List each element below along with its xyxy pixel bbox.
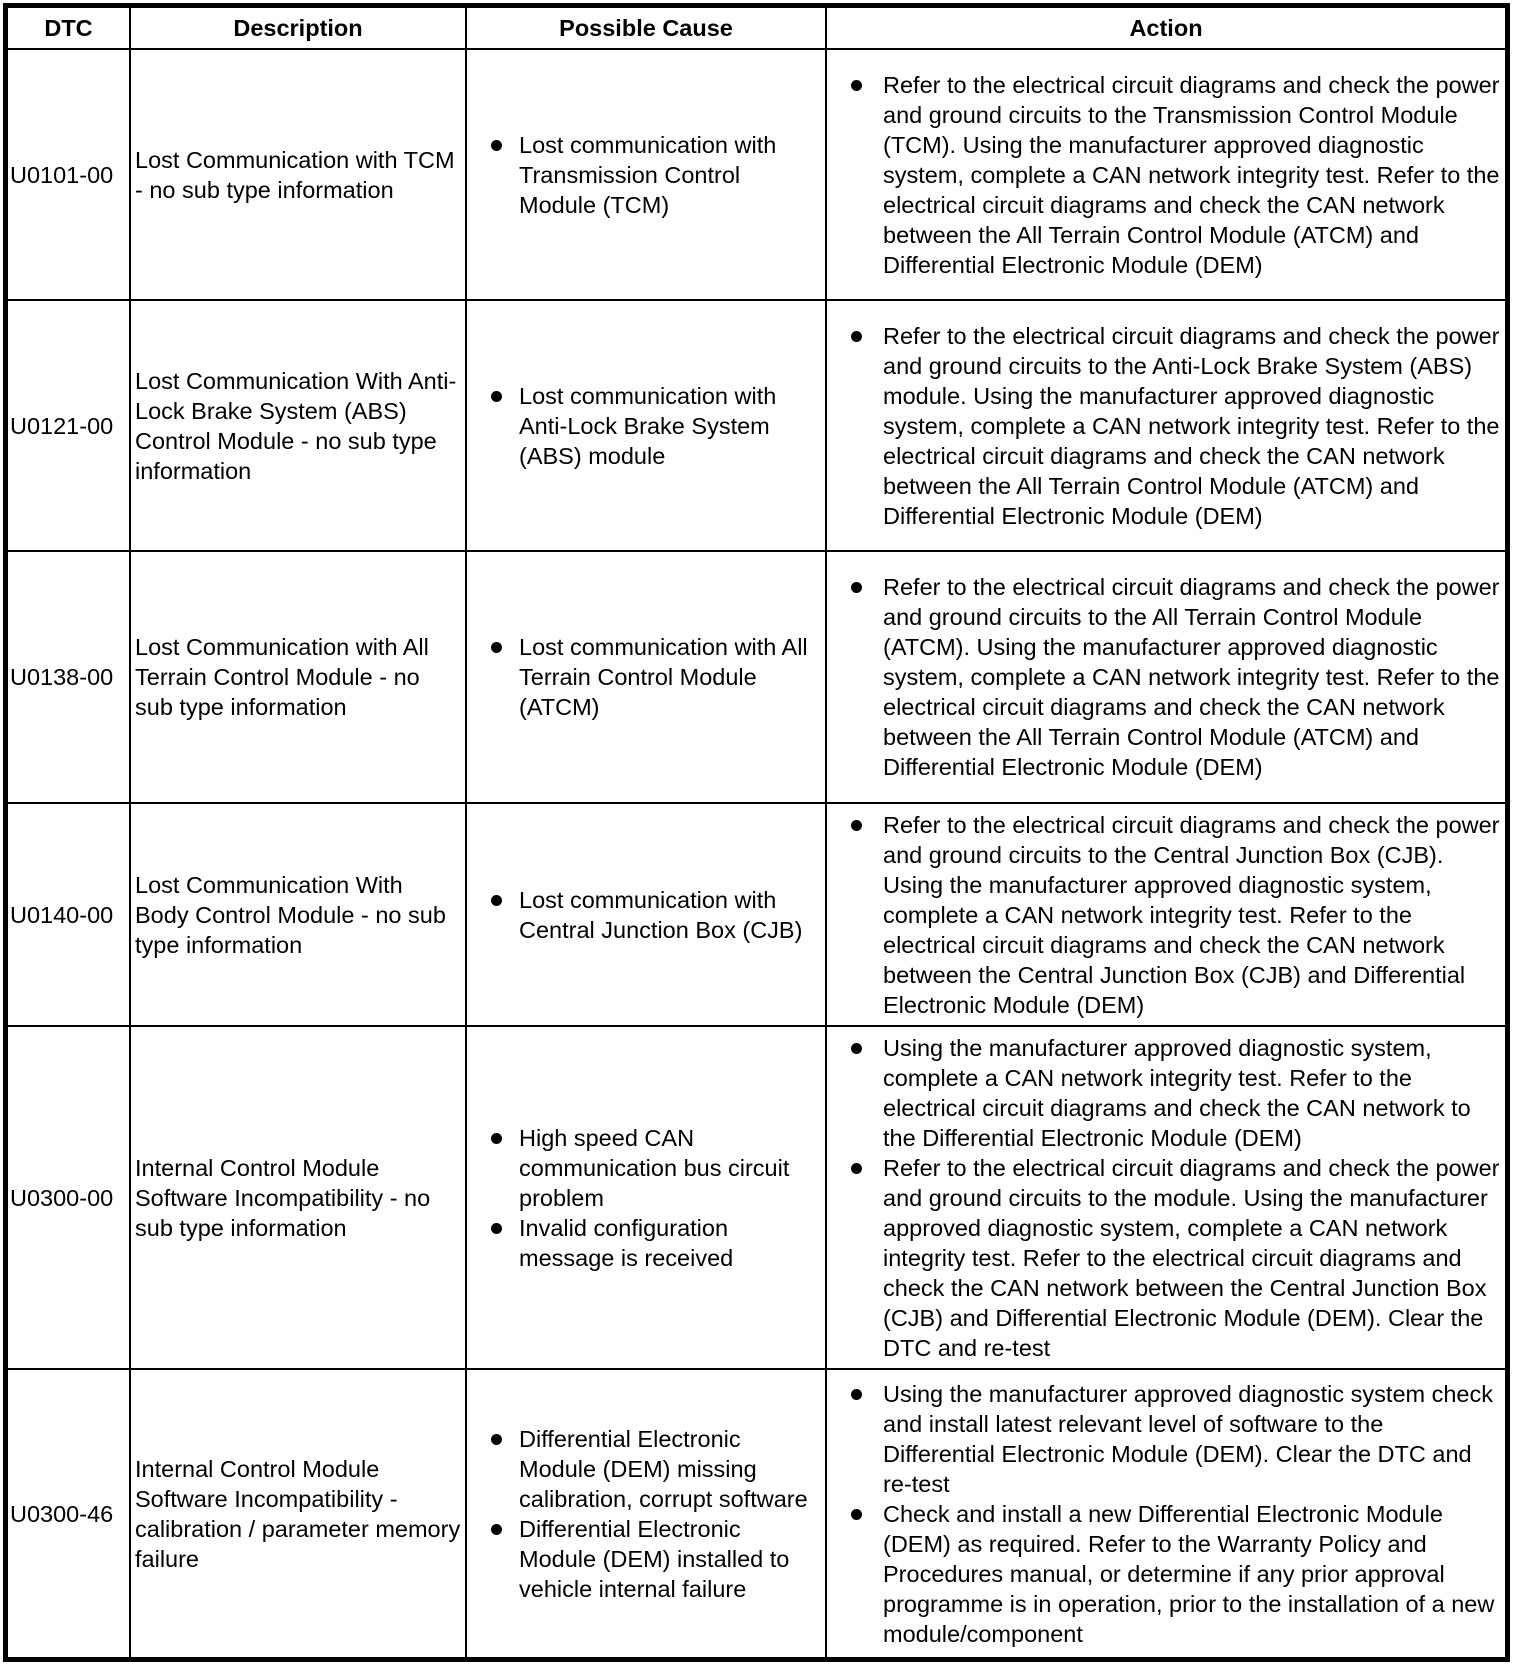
table-row [7,1369,1506,1658]
dtc-code: U0300-46 [7,1369,130,1658]
cause-item: Lost communication with Anti-Lock Brake System (ABS) module [471,381,821,471]
possible-cause [466,803,826,1026]
action-item: Using the manufacturer approved diagnostic system check and install latest relevant level of software to the Differential Electronic Module (DEM). Clear the DTC and re-test [831,1379,1501,1499]
dtc-code: U0101-00 [7,49,130,300]
header-description: Description [130,7,466,49]
possible-cause [466,49,826,300]
action [826,803,1506,1026]
action [826,300,1506,551]
possible-cause [466,1369,826,1658]
cause-item: Differential Electronic Module (DEM) installed to vehicle internal failure [471,1514,821,1604]
table-row [7,1026,1506,1369]
description: Lost Communication With Anti-Lock Brake System (ABS) Control Module - no sub type information [130,300,466,551]
possible-cause [466,300,826,551]
dtc-table [6,6,1507,1659]
table-row [7,49,1506,300]
possible-cause [466,551,826,803]
action [826,1026,1506,1369]
cause-item: Lost communication with All Terrain Control Module (ATCM) [471,632,821,722]
description: Internal Control Module Software Incompatibility - no sub type information [130,1026,466,1369]
action-item: Refer to the electrical circuit diagrams and check the power and ground circuits to the Anti-Lock Brake System (ABS) module. Using the manufacturer approved diagnostic system, complete a CAN network integrity test. Refer to the electrical circuit diagrams and check the CAN network between the All Terrain Control Module (ATCM) and Differential Electronic Module (DEM) [831,321,1501,531]
action-item: Refer to the electrical circuit diagrams and check the power and ground circuits to the Central Junction Box (CJB). Using the manufacturer approved diagnostic system, complete a CAN network integrity test. Refer to the electrical circuit diagrams and check the CAN network between the Central Junction Box (CJB) and Differential Electronic Module (DEM) [831,810,1501,1020]
description: Lost Communication with TCM - no sub type information [130,49,466,300]
action [826,49,1506,300]
action-item: Refer to the electrical circuit diagrams and check the power and ground circuits to the Transmission Control Module (TCM). Using the manufacturer approved diagnostic system, complete a CAN network integrity test. Refer to the electrical circuit diagrams and check the CAN network between the All Terrain Control Module (ATCM) and Differential Electronic Module (DEM) [831,70,1501,280]
possible-cause [466,1026,826,1369]
action-item: Check and install a new Differential Electronic Module (DEM) as required. Refer to the Warranty Policy and Procedures manual, or determine if any prior approval programme is in operation, prior to the installation of a new module/component [831,1499,1501,1649]
cause-item: Lost communication with Transmission Control Module (TCM) [471,130,821,220]
table-row [7,551,1506,803]
cause-item: Differential Electronic Module (DEM) missing calibration, corrupt software [471,1424,821,1514]
dtc-code: U0140-00 [7,803,130,1026]
header-possible-cause: Possible Cause [466,7,826,49]
description: Lost Communication with All Terrain Control Module - no sub type information [130,551,466,803]
cause-item: Lost communication with Central Junction Box (CJB) [471,885,821,945]
dtc-code: U0138-00 [7,551,130,803]
action-item: Refer to the electrical circuit diagrams and check the power and ground circuits to the module. Using the manufacturer approved diagnostic system, complete a CAN network integrity test. Refer to the electrical circuit diagrams and check the CAN network between the Central Junction Box (CJB) and Differential Electronic Module (DEM). Clear the DTC and re-test [831,1153,1501,1363]
header-dtc: DTC [7,7,130,49]
description: Lost Communication With Body Control Module - no sub type information [130,803,466,1026]
cause-item: High speed CAN communication bus circuit problem [471,1123,821,1213]
header-action: Action [826,7,1506,49]
description: Internal Control Module Software Incompatibility - calibration / parameter memory failure [130,1369,466,1658]
dtc-code: U0300-00 [7,1026,130,1369]
header-row [7,7,1506,49]
dtc-code: U0121-00 [7,300,130,551]
action [826,551,1506,803]
action [826,1369,1506,1658]
cause-item: Invalid configuration message is received [471,1213,821,1273]
table-row [7,803,1506,1026]
action-item: Using the manufacturer approved diagnostic system, complete a CAN network integrity test. Refer to the electrical circuit diagrams and check the CAN network to the Differential Electronic Module (DEM) [831,1033,1501,1153]
action-item: Refer to the electrical circuit diagrams and check the power and ground circuits to the All Terrain Control Module (ATCM). Using the manufacturer approved diagnostic system, complete a CAN network integrity test. Refer to the electrical circuit diagrams and check the CAN network between the All Terrain Control Module (ATCM) and Differential Electronic Module (DEM) [831,572,1501,782]
table-row [7,300,1506,551]
